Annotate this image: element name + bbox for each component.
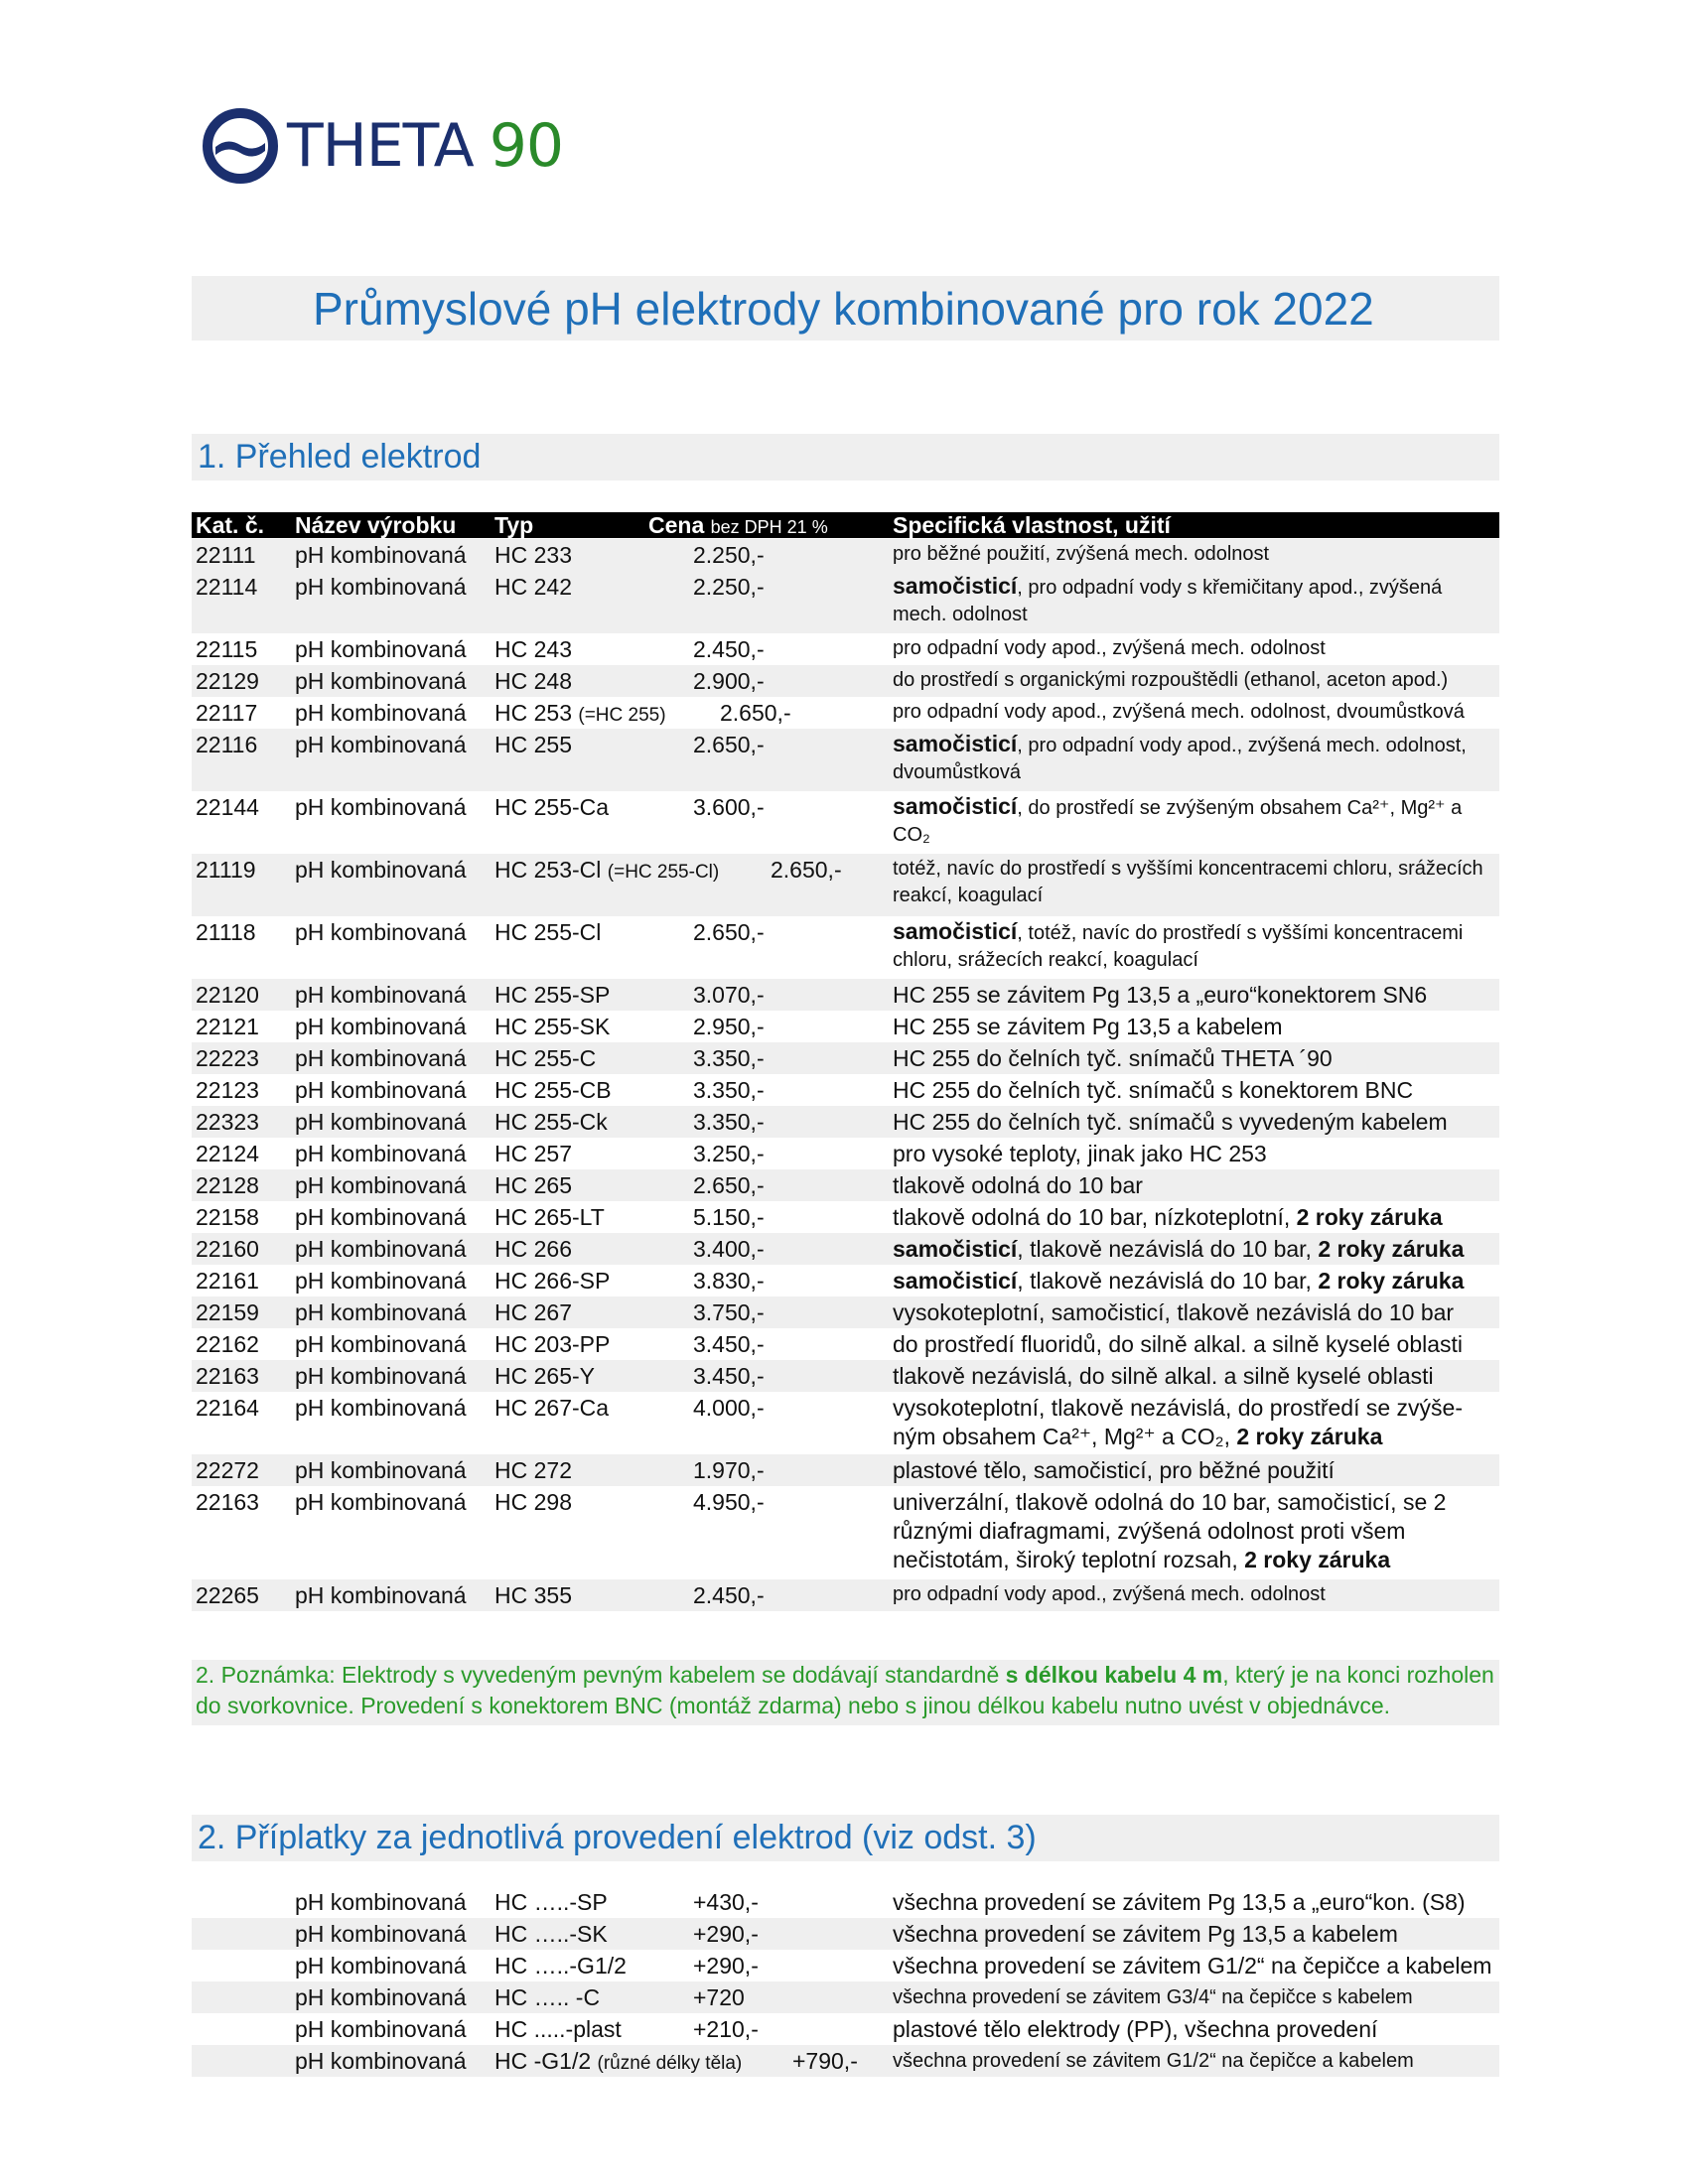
cell-description	[893, 699, 1498, 726]
cell-price: 2.900,-	[693, 668, 765, 694]
cell-price: 3.750,-	[693, 1299, 765, 1325]
cell-catalog-number: 22120	[196, 982, 259, 1008]
cell-price: 2.250,-	[693, 542, 765, 568]
cell-type	[494, 1267, 610, 1295]
cell-price: 3.830,-	[693, 1268, 765, 1294]
surcharge-type	[494, 1952, 627, 1979]
cell-type	[494, 667, 572, 695]
cell-catalog-number: 22163	[196, 1489, 259, 1515]
surcharge-description: všechna provedení se závitem G3/4“ na čepičce s kabelem	[893, 1986, 1413, 2008]
cell-description	[893, 1298, 1498, 1327]
theta-logo-icon	[202, 107, 279, 185]
note-block	[192, 1660, 1499, 1725]
cell-type	[494, 1171, 572, 1199]
surcharge-description: všechna provedení se závitem Pg 13,5 a kabelem	[893, 1921, 1398, 1947]
cell-product-name: pH kombinovaná	[295, 1331, 467, 1357]
cell-type	[494, 1298, 572, 1326]
cell-price: 2.650,-	[693, 732, 765, 757]
logo-text-theta: THETA	[287, 111, 474, 181]
cell-catalog-number: 22223	[196, 1045, 259, 1071]
section-heading-band	[192, 434, 1499, 480]
cell-price: 5.150,-	[693, 1204, 765, 1230]
cell-catalog-number: 22159	[196, 1299, 259, 1325]
surcharge-type	[494, 1888, 608, 1916]
desc-text: pro odpadní vody apod., zvýšená mech. odolnost	[893, 637, 1326, 659]
note-post: , který je na konci rozholen do svorkovnice. Provedení s konektorem BNC (montáž zdarma) nebo s jinou délkou kabelu nutno uvést v objednávce.	[196, 1662, 1494, 1718]
cell-price: 3.070,-	[693, 982, 765, 1008]
table-row	[192, 979, 1499, 1011]
surcharge-price: +790,-	[792, 2048, 858, 2074]
table-row	[192, 1201, 1499, 1233]
cell-type	[494, 1076, 612, 1104]
cell-type	[494, 635, 572, 663]
cell-description	[893, 635, 1498, 662]
cell-type	[494, 918, 601, 946]
cell-price: 2.650,-	[771, 857, 842, 883]
cell-product-name: pH kombinovaná	[295, 1045, 467, 1071]
section-heading-overview: 1. Přehled elektrod	[198, 438, 482, 476]
type-code: HC 255-CB	[494, 1077, 612, 1103]
table-row	[192, 1360, 1499, 1392]
surcharge-type	[494, 2047, 742, 2078]
desc-text: HC 255 se závitem Pg 13,5 a „euro“konektorem SN6	[893, 982, 1428, 1008]
type-code: HC 253-Cl	[494, 857, 608, 883]
note-text	[192, 1660, 1499, 1721]
cell-description	[893, 1362, 1498, 1391]
surcharge-type-code: HC …..-SK	[494, 1921, 608, 1947]
type-code: HC 255	[494, 732, 572, 757]
note-pre: 2. Poznámka: Elektrody s vyvedeným pevným kabelem se dodávají standardně	[196, 1662, 1006, 1688]
desc-warranty: 2 roky záruka	[1244, 1547, 1391, 1572]
table-row	[192, 1265, 1499, 1297]
surcharge-table	[192, 1886, 1499, 2077]
cell-product-name: pH kombinovaná	[295, 542, 467, 568]
surcharge-price: +290,-	[693, 1953, 759, 1979]
cell-price: 3.350,-	[693, 1045, 765, 1071]
cell-description	[893, 1581, 1498, 1608]
header-type: Typ	[494, 512, 534, 538]
company-logo	[202, 107, 563, 185]
surcharge-price: +290,-	[693, 1921, 759, 1947]
cell-product-name: pH kombinovaná	[295, 1014, 467, 1039]
desc-text: univerzální, tlakově odolná do 10 bar, samočisticí, se 2 různými diafragmami, zvýšená odolnost proti všem nečistotám, široký teplotní rozsah,	[893, 1489, 1447, 1572]
cell-product-name: pH kombinovaná	[295, 1457, 467, 1483]
cell-catalog-number: 22144	[196, 794, 259, 820]
desc-text: tlakově odolná do 10 bar	[893, 1172, 1143, 1198]
cell-price: 3.600,-	[693, 794, 765, 820]
type-code: HC 257	[494, 1141, 572, 1166]
type-code: HC 255-SK	[494, 1014, 611, 1039]
table-row	[192, 539, 1499, 571]
desc-text: totéž, navíc do prostředí s vyššími koncentracemi chloru, srážecích reakcí, koagulací	[893, 858, 1483, 906]
cell-catalog-number: 22323	[196, 1109, 259, 1135]
cell-price: 3.450,-	[693, 1363, 765, 1389]
cell-catalog-number: 22161	[196, 1268, 259, 1294]
desc-bold: samočisticí	[893, 1236, 1018, 1262]
page-title: Průmyslové pH elektrody kombinované pro rok 2022	[313, 283, 1374, 335]
note-bold: s délkou kabelu 4 m	[1005, 1662, 1223, 1688]
cell-price: 2.650,-	[693, 1172, 765, 1198]
type-code: HC 255-Ck	[494, 1109, 608, 1135]
surcharge-row	[192, 2013, 1499, 2045]
type-code: HC 267	[494, 1299, 572, 1325]
cell-price: 3.400,-	[693, 1236, 765, 1262]
surcharge-type	[494, 1983, 600, 2011]
type-code: HC 248	[494, 668, 572, 694]
cell-description	[893, 1044, 1498, 1073]
surcharge-description: plastové tělo elektrody (PP), všechna provedení	[893, 2016, 1378, 2042]
surcharge-price: +430,-	[693, 1889, 759, 1915]
page-title-band	[192, 276, 1499, 341]
cell-description	[893, 573, 1498, 628]
surcharge-row	[192, 1886, 1499, 1918]
table-row	[192, 697, 1499, 729]
desc-bold: samočisticí	[893, 1268, 1018, 1294]
cell-price: 3.350,-	[693, 1109, 765, 1135]
cell-product-name: pH kombinovaná	[295, 668, 467, 694]
surcharge-description: všechna provedení se závitem G1/2“ na čepičce a kabelem	[893, 1953, 1492, 1979]
surcharge-row	[192, 1918, 1499, 1950]
cell-price: 2.950,-	[693, 1014, 765, 1039]
cell-description	[893, 1013, 1498, 1041]
desc-text: , tlakově nezávislá do 10 bar,	[1017, 1268, 1319, 1294]
table-row	[192, 1486, 1499, 1579]
cell-type	[494, 699, 666, 730]
cell-type	[494, 1330, 610, 1358]
surcharge-type-code: HC -G1/2	[494, 2048, 598, 2074]
cell-type	[494, 541, 572, 569]
desc-warranty: 2 roky záruka	[1318, 1236, 1465, 1262]
desc-text: HC 255 do čelních tyč. snímačů s vyvedeným kabelem	[893, 1109, 1448, 1135]
table-row	[192, 1233, 1499, 1265]
cell-type	[494, 1108, 608, 1136]
desc-bold: samočisticí	[893, 573, 1018, 599]
type-code: HC 253	[494, 700, 579, 726]
type-code: HC 265-Y	[494, 1363, 595, 1389]
surcharge-row	[192, 1950, 1499, 1981]
table-row	[192, 1011, 1499, 1042]
table-row	[192, 571, 1499, 633]
cell-type	[494, 1488, 572, 1516]
cell-product-name: pH kombinovaná	[295, 1172, 467, 1198]
surcharge-product-name: pH kombinovaná	[295, 1921, 467, 1947]
cell-description	[893, 1203, 1498, 1232]
cell-description	[893, 1140, 1498, 1168]
cell-price: 3.450,-	[693, 1331, 765, 1357]
cell-product-name: pH kombinovaná	[295, 1489, 467, 1515]
header-price-note: bez DPH 21 %	[710, 517, 828, 537]
cell-catalog-number: 22111	[196, 542, 256, 568]
table-row	[192, 1297, 1499, 1328]
cell-type	[494, 573, 572, 601]
surcharge-type-code: HC …..-SP	[494, 1889, 608, 1915]
header-price	[648, 512, 828, 540]
cell-description	[893, 856, 1498, 909]
table-row	[192, 665, 1499, 697]
cell-type	[494, 1013, 610, 1040]
surcharge-row	[192, 1981, 1499, 2013]
desc-bold: samočisticí	[893, 918, 1018, 944]
cell-product-name: pH kombinovaná	[295, 1268, 467, 1294]
cell-catalog-number: 22162	[196, 1331, 259, 1357]
surcharge-product-name: pH kombinovaná	[295, 1984, 467, 2010]
table-row	[192, 1579, 1499, 1611]
surcharge-type	[494, 1920, 608, 1948]
cell-type	[494, 1140, 572, 1167]
cell-product-name: pH kombinovaná	[295, 1395, 467, 1421]
desc-text: tlakově nezávislá, do silně alkal. a silně kyselé oblasti	[893, 1363, 1434, 1389]
header-price-label: Cena	[648, 512, 711, 538]
desc-text: do prostředí fluoridů, do silně alkal. a silně kyselé oblasti	[893, 1331, 1464, 1357]
type-code: HC 255-Ca	[494, 794, 610, 820]
surcharge-product-name: pH kombinovaná	[295, 2016, 467, 2042]
surcharge-row	[192, 2045, 1499, 2077]
table-row	[192, 633, 1499, 665]
table-row	[192, 791, 1499, 854]
surcharge-product-name: pH kombinovaná	[295, 2048, 467, 2074]
desc-text: , pro odpadní vody s křemičitany apod., zvýšená mech. odolnost	[893, 577, 1443, 625]
cell-description	[893, 667, 1498, 694]
cell-catalog-number: 22158	[196, 1204, 259, 1230]
surcharge-product-name: pH kombinovaná	[295, 1953, 467, 1979]
cell-price: 2.250,-	[693, 574, 765, 600]
type-code: HC 255-Cl	[494, 919, 602, 945]
cell-product-name: pH kombinovaná	[295, 982, 467, 1008]
table-row	[192, 1169, 1499, 1201]
surcharge-type	[494, 2015, 622, 2043]
desc-text: HC 255 do čelních tyč. snímačů THETA ´90	[893, 1045, 1333, 1071]
cell-catalog-number: 22123	[196, 1077, 259, 1103]
table-row	[192, 1454, 1499, 1486]
cell-description	[893, 1171, 1498, 1200]
desc-text: pro běžné použití, zvýšená mech. odolnost	[893, 543, 1270, 565]
cell-product-name: pH kombinovaná	[295, 794, 467, 820]
cell-description	[893, 1456, 1498, 1485]
desc-text: , totéž, navíc do prostředí s vyššími koncentracemi chloru, srážecích reakcí, koagulací	[893, 922, 1464, 971]
type-code: HC 203-PP	[494, 1331, 611, 1357]
type-note: (=HC 255)	[578, 705, 666, 726]
cell-type	[494, 731, 572, 758]
cell-catalog-number: 22272	[196, 1457, 259, 1483]
type-code: HC 255-C	[494, 1045, 597, 1071]
cell-product-name: pH kombinovaná	[295, 857, 467, 883]
cell-catalog-number: 22164	[196, 1395, 259, 1421]
table-row	[192, 1074, 1499, 1106]
desc-text: pro odpadní vody apod., zvýšená mech. odolnost	[893, 1583, 1326, 1605]
cell-type	[494, 1456, 572, 1484]
cell-description	[893, 541, 1498, 568]
table-row	[192, 1106, 1499, 1138]
cell-product-name: pH kombinovaná	[295, 919, 467, 945]
desc-text: , pro odpadní vody apod., zvýšená mech. odolnost, dvoumůstková	[893, 735, 1467, 783]
cell-price: 2.450,-	[693, 636, 765, 662]
cell-type	[494, 1394, 609, 1422]
cell-catalog-number: 22124	[196, 1141, 259, 1166]
header-desc: Specifická vlastnost, užití	[893, 512, 1171, 538]
table-row	[192, 916, 1499, 979]
header-id: Kat. č.	[196, 512, 265, 538]
cell-price: 3.250,-	[693, 1141, 765, 1166]
cell-description	[893, 1235, 1498, 1264]
surcharge-type-code: HC .....-plast	[494, 2016, 622, 2042]
cell-type	[494, 1203, 605, 1231]
cell-catalog-number: 22128	[196, 1172, 259, 1198]
desc-text: , tlakově nezávislá do 10 bar,	[1017, 1236, 1319, 1262]
cell-catalog-number: 22114	[196, 574, 258, 600]
type-code: HC 267-Ca	[494, 1395, 610, 1421]
cell-type	[494, 1044, 596, 1072]
cell-product-name: pH kombinovaná	[295, 1109, 467, 1135]
cell-price: 2.650,-	[720, 700, 791, 726]
table-row	[192, 1138, 1499, 1169]
cell-catalog-number: 22115	[196, 636, 258, 662]
desc-text: HC 255 do čelních tyč. snímačů s konektorem BNC	[893, 1077, 1414, 1103]
cell-type	[494, 856, 719, 887]
cell-catalog-number: 22116	[196, 732, 258, 757]
type-code: HC 243	[494, 636, 572, 662]
cell-type	[494, 1362, 595, 1390]
cell-product-name: pH kombinovaná	[295, 1077, 467, 1103]
cell-product-name: pH kombinovaná	[295, 1582, 467, 1608]
cell-product-name: pH kombinovaná	[295, 1363, 467, 1389]
type-code: HC 233	[494, 542, 572, 568]
cell-description	[893, 1076, 1498, 1105]
type-code: HC 298	[494, 1489, 572, 1515]
cell-price: 2.450,-	[693, 1582, 765, 1608]
cell-catalog-number: 22121	[196, 1014, 259, 1039]
desc-text: vysokoteplotní, samočisticí, tlakově nezávislá do 10 bar	[893, 1299, 1455, 1325]
table-row	[192, 1392, 1499, 1454]
cell-price: 4.000,-	[693, 1395, 765, 1421]
desc-text: do prostředí s organickými rozpouštědli (ethanol, aceton apod.)	[893, 669, 1449, 691]
cell-description	[893, 1267, 1498, 1296]
cell-price: 4.950,-	[693, 1489, 765, 1515]
electrode-table	[192, 539, 1499, 1611]
cell-description	[893, 918, 1498, 974]
type-note: (=HC 255-Cl)	[607, 862, 720, 883]
cell-product-name: pH kombinovaná	[295, 700, 467, 726]
type-code: HC 255-SP	[494, 982, 611, 1008]
cell-product-name: pH kombinovaná	[295, 1236, 467, 1262]
table-row	[192, 729, 1499, 791]
desc-warranty: 2 roky záruka	[1318, 1268, 1465, 1294]
cell-type	[494, 1581, 572, 1609]
surcharge-type-code: HC ….. -C	[494, 1984, 601, 2010]
cell-description	[893, 981, 1498, 1010]
surcharge-description: všechna provedení se závitem Pg 13,5 a „euro“kon. (S8)	[893, 1889, 1466, 1915]
desc-text: plastové tělo, samočisticí, pro běžné použití	[893, 1457, 1335, 1483]
cell-catalog-number: 22160	[196, 1236, 259, 1262]
desc-bold: samočisticí	[893, 793, 1018, 819]
cell-product-name: pH kombinovaná	[295, 732, 467, 757]
desc-text: HC 255 se závitem Pg 13,5 a kabelem	[893, 1014, 1283, 1039]
surcharge-price: +210,-	[693, 2016, 759, 2042]
cell-price: 2.650,-	[693, 919, 765, 945]
type-code: HC 265-LT	[494, 1204, 605, 1230]
cell-product-name: pH kombinovaná	[295, 1141, 467, 1166]
table-row	[192, 1328, 1499, 1360]
cell-price: 1.970,-	[693, 1457, 765, 1483]
desc-text: tlakově odolná do 10 bar, nízkoteplotní,	[893, 1204, 1297, 1230]
cell-catalog-number: 21118	[196, 919, 256, 945]
surcharge-description: všechna provedení se závitem G1/2“ na čepičce a kabelem	[893, 2050, 1414, 2072]
type-code: HC 265	[494, 1172, 572, 1198]
surcharge-type-note: (různé délky těla)	[597, 2053, 743, 2074]
header-name: Název výrobku	[295, 512, 457, 538]
cell-description	[893, 793, 1498, 849]
desc-text: pro vysoké teploty, jinak jako HC 253	[893, 1141, 1267, 1166]
surcharge-price: +720	[693, 1984, 745, 2010]
table-row	[192, 854, 1499, 916]
table-header	[192, 512, 1499, 538]
desc-text: vysokoteplotní, tlakově nezávislá, do prostředí se zvýše-ným obsahem Ca²⁺, Mg²⁺ a CO₂,	[893, 1395, 1464, 1449]
cell-description	[893, 731, 1498, 786]
surcharge-product-name: pH kombinovaná	[295, 1889, 467, 1915]
cell-product-name: pH kombinovaná	[295, 636, 467, 662]
logo-text-90: 90	[489, 111, 564, 181]
desc-text: pro odpadní vody apod., zvýšená mech. odolnost, dvoumůstková	[893, 701, 1465, 723]
type-code: HC 355	[494, 1582, 572, 1608]
cell-catalog-number: 22117	[196, 700, 258, 726]
cell-type	[494, 1235, 572, 1263]
cell-type	[494, 793, 609, 821]
cell-description	[893, 1394, 1498, 1451]
cell-description	[893, 1488, 1498, 1574]
type-code: HC 242	[494, 574, 572, 600]
type-code: HC 266-SP	[494, 1268, 611, 1294]
cell-type	[494, 981, 610, 1009]
cell-catalog-number: 22129	[196, 668, 259, 694]
cell-catalog-number: 22265	[196, 1582, 259, 1608]
desc-text: , do prostředí se zvýšeným obsahem Ca²⁺, Mg²⁺ a CO₂	[893, 797, 1463, 846]
cell-catalog-number: 21119	[196, 857, 256, 883]
type-code: HC 266	[494, 1236, 572, 1262]
cell-product-name: pH kombinovaná	[295, 574, 467, 600]
cell-product-name: pH kombinovaná	[295, 1299, 467, 1325]
type-code: HC 272	[494, 1457, 572, 1483]
cell-description	[893, 1108, 1498, 1137]
cell-product-name: pH kombinovaná	[295, 1204, 467, 1230]
desc-warranty: 2 roky záruka	[1236, 1424, 1383, 1449]
surcharge-type-code: HC …..-G1/2	[494, 1953, 627, 1979]
section-heading-surcharges: 2. Příplatky za jednotlivá provedení elektrod (viz odst. 3)	[198, 1819, 1037, 1856]
cell-price: 3.350,-	[693, 1077, 765, 1103]
cell-catalog-number: 22163	[196, 1363, 259, 1389]
cell-description	[893, 1330, 1498, 1359]
section-heading-band-2	[192, 1815, 1499, 1861]
table-row	[192, 1042, 1499, 1074]
desc-bold: samočisticí	[893, 731, 1018, 756]
desc-warranty: 2 roky záruka	[1296, 1204, 1443, 1230]
